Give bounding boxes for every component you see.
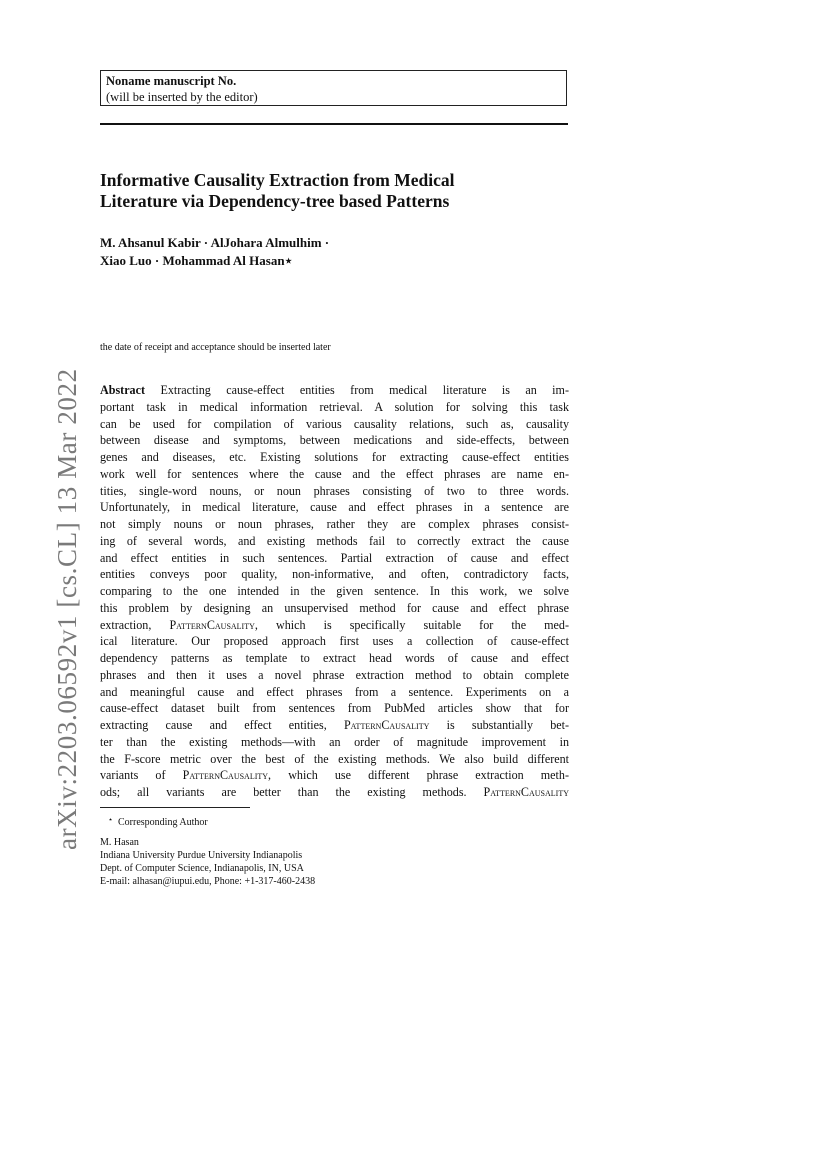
method-name: PatternCausality <box>483 785 569 799</box>
abstract-line: and meaningful cause and effect phrases from a sentence. Experiments on a <box>100 684 569 699</box>
abstract-line: and effect entities in such sentences. Partial extraction of cause and effect <box>100 550 569 565</box>
method-name: PatternCausality <box>343 718 430 732</box>
editor-note: (will be inserted by the editor) <box>106 90 258 104</box>
paper-title <box>100 170 570 212</box>
method-name: PatternCausality <box>182 768 269 783</box>
arxiv-identifier: arXiv:2203.06592v1 [cs.CL] 13 Mar 2022 <box>52 368 82 850</box>
abstract-line: ter than the existing methods—with an order of magnitude improvement in <box>100 734 569 749</box>
affiliation-contact: E-mail: alhasan@iupui.edu, Phone: +1-317-460-2438 <box>100 876 316 887</box>
authors-line-1: M. Ahsanul Kabir · AlJohara Almulhim · <box>100 235 330 250</box>
footnote-rule <box>100 807 250 808</box>
footnote-star-icon: ⋆ <box>108 815 114 824</box>
abstract-line: comparing to the one intended in the given sentence. In this work, we solve <box>100 584 569 598</box>
abstract-line <box>100 382 569 399</box>
abstract-line: portant task in medical information retrieval. A solution for solving this task <box>100 399 569 414</box>
abstract-line: extraction, PatternCausality, which is specifically suitable for the med- <box>100 617 569 632</box>
manuscript-number-label: Noname manuscript No. <box>106 74 237 88</box>
title-line-1: Informative Causality Extraction from Medical <box>100 170 455 190</box>
affiliation-department: Dept. of Computer Science, Indianapolis, IN, USA <box>100 863 304 874</box>
abstract-line: extracting cause and effect entities, PatternCausality is substantially bet- <box>100 718 569 732</box>
abstract-line: ods; all variants are better than the existing methods. PatternCausality <box>100 785 569 799</box>
abstract-line: tities, single-word nouns, or noun phrases consisting of two to three words. <box>100 483 569 498</box>
abstract-line: dependency patterns as template to extract head words of cause and effect <box>100 651 569 665</box>
abstract-label: Abstract <box>100 383 146 397</box>
abstract-line: entities conveys poor quality, non-informative, and often, contradictory facts, <box>100 567 569 582</box>
manuscript-number-box <box>100 70 567 106</box>
abstract-line: Unfortunately, in medical literature, cause and effect phrases in a sentence are <box>100 500 569 515</box>
abstract-line: this problem by designing an unsupervised method for cause and effect phrase <box>100 600 569 615</box>
arxiv-side-stamp <box>14 360 82 850</box>
abstract-line: ing of several words, and existing methods fail to correctly extract the cause <box>100 533 569 548</box>
receipt-note: the date of receipt and acceptance should be inserted later <box>100 342 331 353</box>
header-rule <box>100 123 568 125</box>
method-name: PatternCausality <box>169 617 255 632</box>
abstract-line: the F-score metric over the best of the existing methods. We also build different <box>100 751 569 766</box>
authors-line-2: Xiao Luo · Mohammad Al Hasan⋆ <box>100 253 293 268</box>
abstract-line: variants of PatternCausality, which use different phrase extraction meth- <box>100 768 569 783</box>
author-list <box>100 234 570 270</box>
footnote-text: Corresponding Author <box>118 817 208 828</box>
abstract <box>100 382 569 801</box>
title-line-2: Literature via Dependency-tree based Patterns <box>100 191 450 211</box>
affiliation-institution: Indiana University Purdue University Indianapolis <box>100 850 303 861</box>
abstract-line: genes and diseases, etc. Existing solutions for extracting cause-effect entities <box>100 450 569 464</box>
abstract-line: ical literature. Our proposed approach first uses a collection of cause-effect <box>100 634 569 649</box>
affiliation-name: M. Hasan <box>100 837 139 848</box>
abstract-line: work well for sentences where the cause and the effect phrases are name en- <box>100 466 569 481</box>
affiliation-block <box>100 836 315 888</box>
abstract-line: can be used for compilation of various causality relations, such as, causality <box>100 416 569 431</box>
abstract-line: not simply nouns or noun phrases, rather they are complex phrases consist- <box>100 517 569 531</box>
abstract-line: cause-effect dataset built from sentences from PubMed articles show that for <box>100 701 569 716</box>
footnote <box>100 813 208 829</box>
abstract-line: phrases and then it uses a novel phrase extraction method to obtain complete <box>100 667 569 682</box>
abstract-text: Extracting cause-effect entities from medical literature is an im- <box>160 383 569 397</box>
abstract-line: between disease and symptoms, between medications and side-effects, between <box>100 433 569 448</box>
